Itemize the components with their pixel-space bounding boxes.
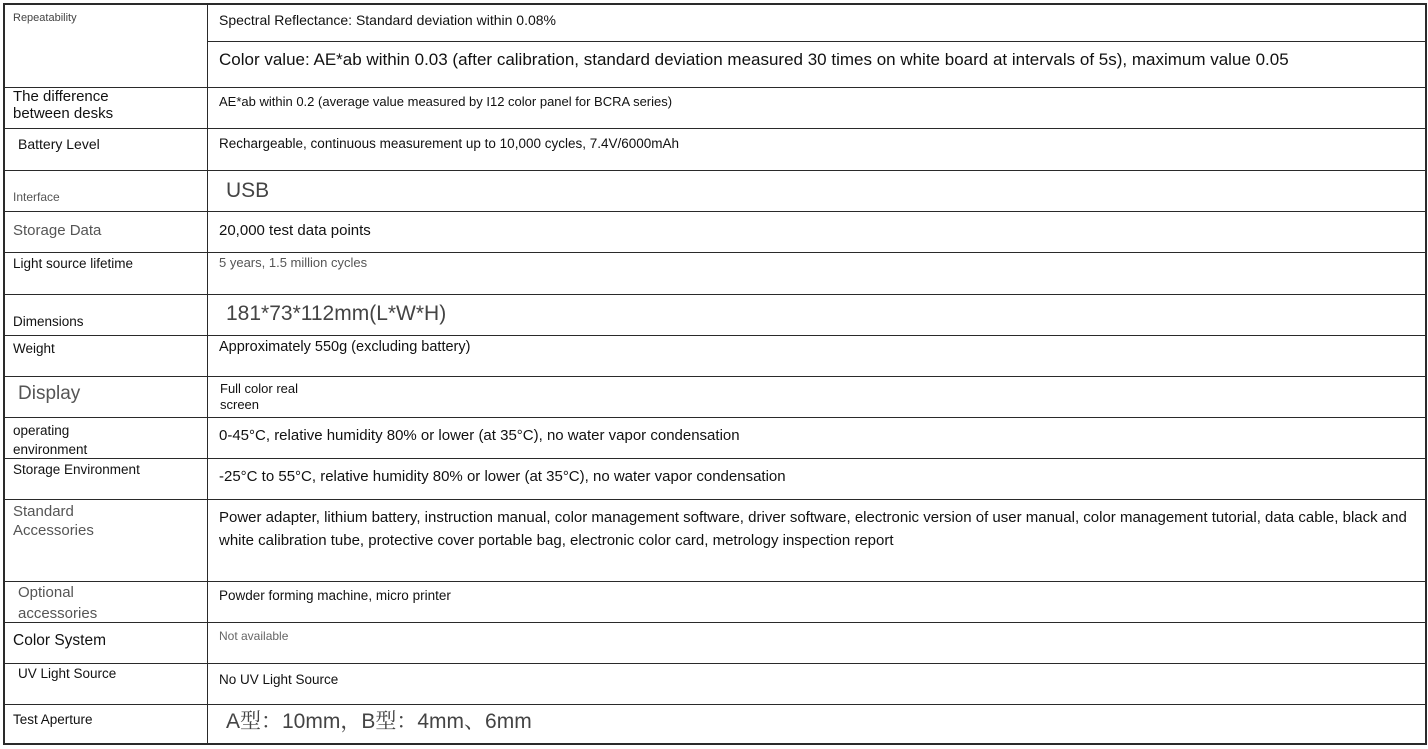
row-label: Color System bbox=[13, 632, 107, 649]
row-label-cell bbox=[5, 458, 208, 499]
row-value-cell bbox=[219, 128, 1417, 170]
table-row bbox=[5, 335, 1425, 377]
row-value: Not available bbox=[219, 629, 289, 643]
row-value: Rechargeable, continuous measurement up to 10,000 cycles, 7.4V/6000mAh bbox=[219, 136, 680, 151]
row-value-cell bbox=[219, 87, 1417, 128]
row-value-cell bbox=[219, 5, 1417, 87]
row-value-cell bbox=[219, 704, 1417, 743]
row-label: Test Aperture bbox=[13, 712, 93, 727]
spec-table bbox=[3, 3, 1427, 745]
row-value-secondary: Color value: AE*ab within 0.03 (after calibration, standard deviation measured 30 times on white board at intervals of 5s), maximum value 0.05 bbox=[219, 50, 1289, 69]
row-label: Light source lifetime bbox=[13, 256, 134, 271]
row-label-cell bbox=[5, 335, 208, 376]
row-value: 0-45°C, relative humidity 80% or lower (at 35°C), no water vapor condensation bbox=[219, 427, 740, 444]
table-row bbox=[5, 663, 1425, 705]
row-value-cell bbox=[219, 294, 1417, 335]
row-value-cell bbox=[219, 252, 1417, 294]
row-value: -25°C to 55°C, relative humidity 80% or lower (at 35°C), no water vapor condensation bbox=[219, 468, 786, 485]
row-value: 5 years, 1.5 million cycles bbox=[219, 255, 368, 270]
table-row bbox=[5, 252, 1425, 295]
row-value: No UV Light Source bbox=[219, 672, 339, 687]
row-value: Powder forming machine, micro printer bbox=[219, 588, 451, 603]
row-label: Battery Level bbox=[18, 136, 100, 152]
row-label: Dimensions bbox=[13, 314, 84, 329]
table-row bbox=[5, 499, 1425, 582]
row-label: Optional accessories bbox=[18, 584, 98, 622]
row-value-cell bbox=[219, 663, 1417, 704]
table-row bbox=[5, 417, 1425, 459]
row-value: Spectral Reflectance: Standard deviation within 0.08% bbox=[219, 12, 556, 28]
row-label-cell bbox=[5, 704, 208, 743]
row-label: Standard Accessories bbox=[13, 503, 94, 539]
table-row bbox=[5, 622, 1425, 664]
table-row bbox=[5, 211, 1425, 253]
table-row bbox=[5, 170, 1425, 212]
row-label-cell bbox=[5, 581, 208, 622]
row-label-cell bbox=[5, 87, 208, 128]
row-label: Storage Environment bbox=[13, 462, 140, 477]
row-label-cell bbox=[5, 294, 208, 335]
row-label-cell bbox=[5, 252, 208, 294]
row-label: Repeatability bbox=[13, 12, 77, 24]
row-value-cell bbox=[219, 211, 1417, 252]
row-label: Display bbox=[18, 383, 81, 404]
row-value-cell bbox=[219, 417, 1417, 458]
table-row bbox=[5, 704, 1425, 743]
table-row bbox=[5, 376, 1425, 418]
row-value: AE*ab within 0.2 (average value measured by I12 color panel for BCRA series) bbox=[219, 94, 673, 109]
row-label: Weight bbox=[13, 341, 55, 356]
row-value: A型：10mm，B型：4mm、6mm bbox=[226, 710, 532, 733]
row-label-cell bbox=[5, 128, 208, 170]
table-row bbox=[5, 294, 1425, 336]
row-label-cell bbox=[5, 211, 208, 252]
row-value-cell bbox=[219, 335, 1417, 376]
row-value-cell bbox=[219, 458, 1417, 499]
row-label-cell bbox=[5, 170, 208, 211]
row-label: operating environment bbox=[13, 423, 88, 457]
row-label-cell bbox=[5, 663, 208, 704]
row-label-cell bbox=[5, 622, 208, 663]
table-row bbox=[5, 5, 1425, 88]
row-value: Power adapter, lithium battery, instruction manual, color management software, driver software, electronic version of user manual, color management tutorial, data cable, black and white calibration tube, protective cover portable bag, electronic color card, metrology inspection report bbox=[219, 509, 1407, 549]
row-value: Full color real screen bbox=[220, 381, 299, 412]
row-label-cell bbox=[5, 376, 208, 417]
table-row bbox=[5, 581, 1425, 623]
row-label: Storage Data bbox=[13, 222, 102, 239]
row-value: 181*73*112mm(L*W*H) bbox=[226, 302, 447, 325]
row-value-cell bbox=[219, 581, 1417, 622]
row-label-cell bbox=[5, 417, 208, 458]
row-value: USB bbox=[226, 179, 270, 202]
row-label: The difference between desks bbox=[13, 88, 114, 122]
row-value: 20,000 test data points bbox=[219, 222, 371, 239]
row-value: Approximately 550g (excluding battery) bbox=[219, 339, 471, 355]
row-value-cell bbox=[219, 170, 1417, 211]
table-row bbox=[5, 87, 1425, 129]
row-label: Interface bbox=[13, 190, 60, 204]
table-row bbox=[5, 128, 1425, 171]
row-value-cell bbox=[219, 622, 1417, 663]
row-value-cell bbox=[219, 376, 1417, 417]
table-row bbox=[5, 458, 1425, 500]
row-label-cell bbox=[5, 5, 208, 87]
row-label: UV Light Source bbox=[18, 666, 117, 681]
row-label-cell bbox=[5, 499, 208, 581]
row-value-cell bbox=[219, 499, 1417, 581]
